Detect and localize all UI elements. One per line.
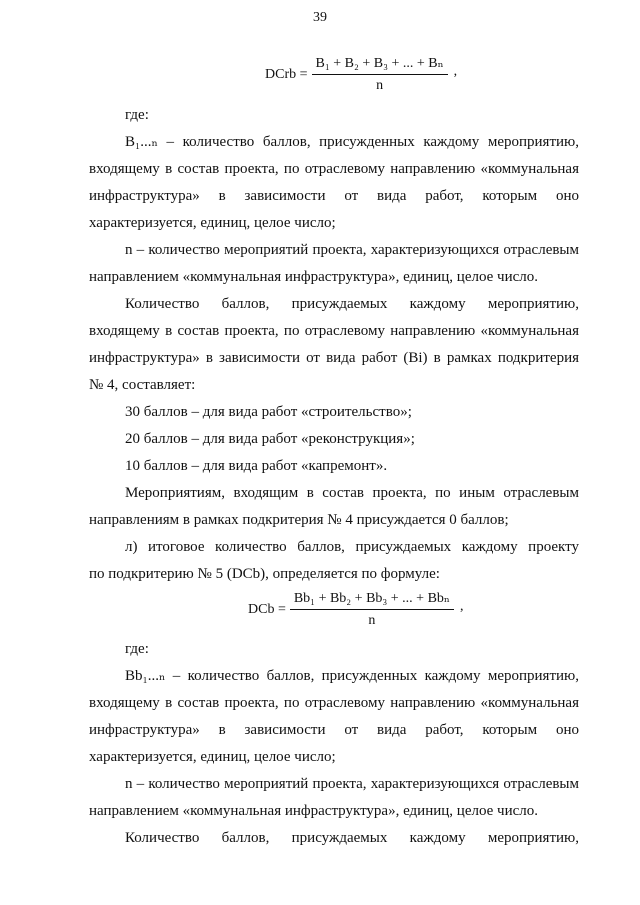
formula-denominator: n xyxy=(376,78,384,93)
text-line: Bb₁...ₙ – количество баллов, присужденных каждому мероприятию, xyxy=(125,668,579,684)
formula-lhs: DCb = xyxy=(248,601,286,617)
formula-comma: , xyxy=(453,63,458,79)
text-line: Количество баллов, присуждаемых каждому мероприятию, xyxy=(125,296,579,312)
formula-dcb xyxy=(248,590,463,629)
text-line: входящему в состав проекта, по отраслевому направлению «коммунальная xyxy=(89,161,579,177)
text-line: Мероприятиям, входящим в состав проекта, по иным отраслевым xyxy=(125,485,579,501)
text-line: инфраструктура» в зависимости от вида работ, которым оно xyxy=(89,188,579,204)
text-line: направлениям в рамках подкритерия № 4 присуждается 0 баллов; xyxy=(89,512,509,528)
text-line: характеризуется, единиц, целое число; xyxy=(89,749,336,765)
text-line: по подкритерию № 5 (DCb), определяется по формуле: xyxy=(89,566,440,582)
text-line: инфраструктура» в зависимости от вида работ (Bi) в рамках подкритерия xyxy=(89,350,579,366)
text-line: входящему в состав проекта, по отраслевому направлению «коммунальная xyxy=(89,323,579,339)
page-number: 39 xyxy=(313,10,327,25)
text-line: 20 баллов – для вида работ «реконструкция»; xyxy=(125,431,415,447)
where-label: где: xyxy=(125,641,149,657)
formula-dcrb xyxy=(265,55,457,94)
text-line: направлением «коммунальная инфраструктура», единиц, целое число. xyxy=(89,803,539,819)
formula-comma: , xyxy=(459,598,464,614)
text-line: 30 баллов – для вида работ «строительство»; xyxy=(125,404,412,420)
formula-numerator: B₁ + B₂ + B₃ + ... + Bₙ xyxy=(312,55,448,75)
text-line: n – количество мероприятий проекта, характеризующихся отраслевым xyxy=(125,242,579,258)
formula-fraction xyxy=(312,55,448,94)
where-label: где: xyxy=(125,107,149,123)
text-line: характеризуется, единиц, целое число; xyxy=(89,215,336,231)
text-line: направлением «коммунальная инфраструктура», единиц, целое число. xyxy=(89,269,539,285)
text-line: B₁...ₙ – количество баллов, присужденных каждому мероприятию, xyxy=(125,134,579,150)
text-line: инфраструктура» в зависимости от вида работ, которым оно xyxy=(89,722,579,738)
text-line: входящему в состав проекта, по отраслевому направлению «коммунальная xyxy=(89,695,579,711)
text-line: л) итоговое количество баллов, присуждаемых каждому проекту xyxy=(125,539,579,555)
formula-fraction xyxy=(290,590,454,629)
text-line: № 4, составляет: xyxy=(89,377,196,393)
text-line: 10 баллов – для вида работ «капремонт». xyxy=(125,458,388,474)
text-line: Количество баллов, присуждаемых каждому мероприятию, xyxy=(125,830,579,846)
formula-numerator: Bb₁ + Bb₂ + Bb₃ + ... + Bbₙ xyxy=(290,590,454,610)
text-line: n – количество мероприятий проекта, характеризующихся отраслевым xyxy=(125,776,579,792)
formula-denominator: n xyxy=(368,613,376,628)
formula-lhs: DCrb = xyxy=(265,66,308,82)
